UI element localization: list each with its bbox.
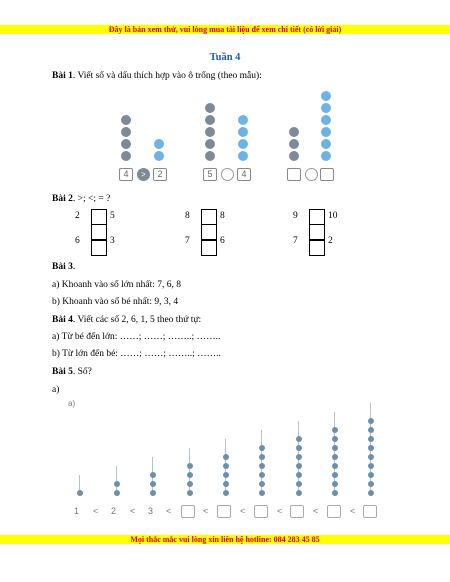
bead [332,472,338,478]
bead [187,463,193,469]
exercise-2-heading: Bài 2. >; <; = ? [52,194,111,204]
example-sign-circle: > [137,168,150,181]
bead [259,472,265,478]
exercise-1-heading: Bài 1. Viết số và dấu thích hợp vào ô trống (theo mẫu): [52,71,262,81]
bead [332,454,338,460]
compare-box-6[interactable] [309,225,325,256]
bead [223,472,229,478]
page-title: Tuần 4 [209,52,241,63]
bead [368,490,374,496]
bead [187,472,193,478]
sequence-box-6[interactable] [254,505,268,518]
exercise-4-heading: Bài 4. Viết các số 2, 6, 1, 5 theo thứ tự: [52,315,202,325]
group2-right-box: 4 [237,168,251,181]
sequence-box-5[interactable] [217,505,231,518]
compare-box-2[interactable] [91,225,107,256]
bead [223,463,229,469]
group2-sign-circle[interactable] [221,168,234,181]
bead [223,481,229,487]
bead [296,481,302,487]
sequence-box-8[interactable] [327,505,341,518]
exercise-4a: a) Từ bé đến lớn: ……; ……; ……..; …….. [52,332,221,342]
bead [368,418,374,424]
bead [296,454,302,460]
bead [332,463,338,469]
group3-right-box[interactable] [320,168,334,181]
sequence-box-4[interactable] [181,505,195,518]
group2-left-box: 5 [203,168,217,181]
bead [368,463,374,469]
bead [332,427,338,433]
group3-left-box[interactable] [287,168,301,181]
bead [259,454,265,460]
bead [296,472,302,478]
bead [259,445,265,451]
bead [150,490,156,496]
sequence-box-7[interactable] [290,505,304,518]
example-right-box: 2 [153,168,167,181]
bead [150,481,156,487]
bead [368,472,374,478]
bead [223,454,229,460]
bead [368,436,374,442]
exercise-3b: b) Khoanh vào số bé nhất: 9, 3, 4 [52,297,179,307]
bead [332,481,338,487]
bead [296,490,302,496]
compare-box-4[interactable] [201,225,217,256]
exercise-1-figure [0,0,450,200]
bead [296,445,302,451]
preview-banner: Đây là bản xem thử, vui lòng mua tài liệu để xem chi tiết (có lời giải) [0,25,450,34]
exercise-3a: a) Khoanh vào số lớn nhất: 7, 6, 8 [52,280,182,290]
exercise-3-heading: Bài 3. [52,262,76,272]
footer-hotline: Mọi thắc mắc vui lòng xin liên hệ hotline: 084 283 45 85 [0,535,450,544]
bead [77,490,83,496]
bead [114,490,120,496]
bead [150,472,156,478]
exercise-5-heading: Bài 5. Số? [52,367,92,377]
bead [368,454,374,460]
exercise-4b: b) Từ lớn đến bé: ……; ……; ……..; …….. [52,349,221,359]
bead [332,490,338,496]
bead [187,490,193,496]
bead [259,481,265,487]
bead [259,490,265,496]
exercise-5a-label: a) [52,385,60,395]
bead [332,436,338,442]
example-left-box: 4 [119,168,133,181]
bead [368,481,374,487]
bead [296,436,302,442]
bead [368,445,374,451]
sequence-box-9[interactable] [363,505,377,518]
bead [368,427,374,433]
group3-sign-circle[interactable] [305,168,318,181]
bead [296,463,302,469]
bead [114,481,120,487]
bead [259,463,265,469]
bead [223,490,229,496]
bead [187,481,193,487]
bead [332,445,338,451]
